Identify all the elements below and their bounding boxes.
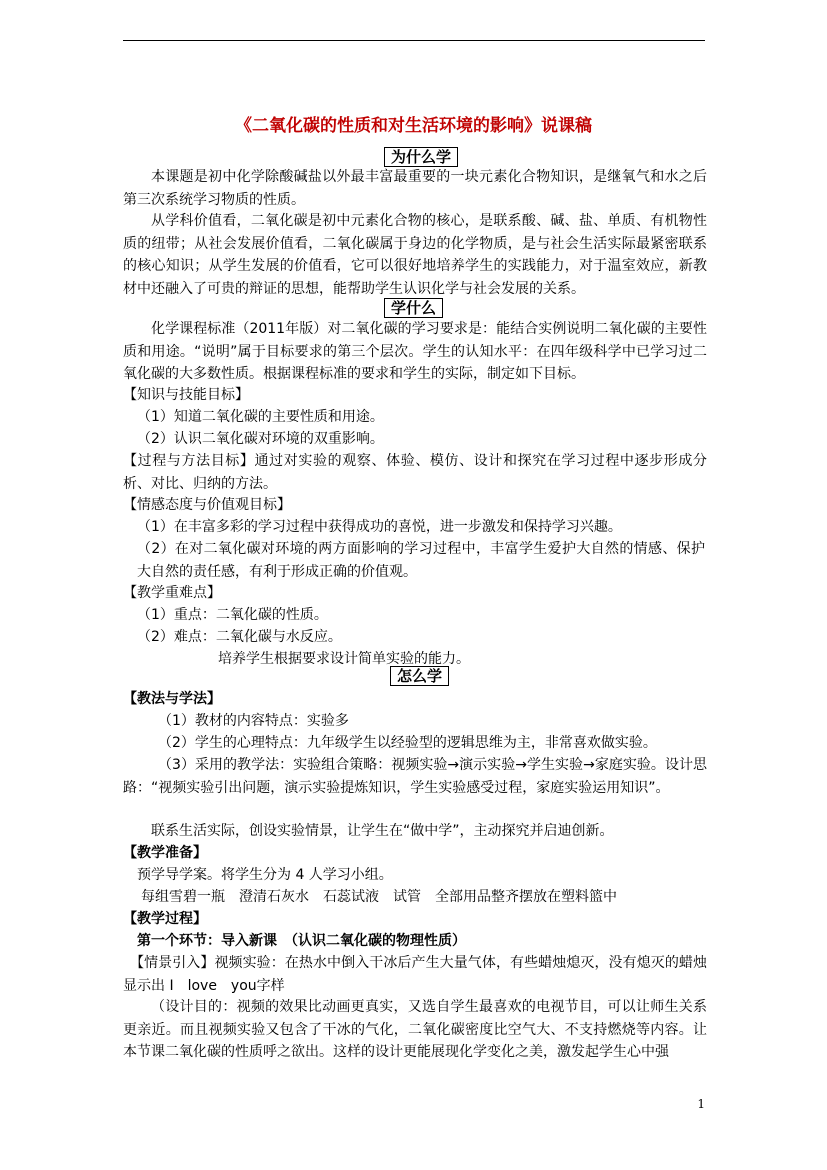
knowledge-heading: 【知识与技能目标】: [123, 387, 249, 403]
teaching-process-heading: 【教学过程】: [123, 911, 207, 927]
emotion-item-1: （1）在丰富多彩的学习过程中获得成功的喜悦，进一步激发和保持学习兴趣。: [137, 519, 622, 535]
keypoints-heading: 【教学重难点】: [123, 585, 221, 601]
knowledge-item-2: （2）认识二氧化碳对环境的双重影响。: [137, 431, 384, 447]
section-heading-how: 怎么学: [390, 666, 449, 686]
keypoint-ability: 培养学生根据要求设计简单实验的能力。: [218, 651, 470, 667]
document-title: 《二氧化碳的性质和对生活环境的影响》说课稿: [235, 116, 592, 136]
methods-item-2: （2）学生的心理特点：九年级学生以经验型的逻辑思维为主，非常喜欢做实验。: [158, 735, 657, 751]
paragraph-why-1: 本课题是初中化学除酸碱盐以外最丰富最重要的一块元素化合物知识，是继氧气和水之后第三次系统学习物质的性质。: [123, 169, 707, 208]
step-1-title: 第一个环节：导入新课 （认识二氧化碳的物理性质）: [137, 933, 466, 949]
process-goal-text: 通过对实验的观察、体验、模仿、设计和探究在学习过程中逐步形成分析、对比、归纳的方法。: [123, 453, 708, 492]
methods-heading: 【教法与学法】: [123, 691, 221, 707]
scene-intro-text: 视频实验：在热水中倒入干冰后产生大量气体，有些蜡烛熄灭，没有熄灭的蜡烛显示出 I love you字样: [123, 955, 708, 994]
section-heading-why: 为什么学: [384, 147, 458, 167]
keypoint-important: （1）重点：二氧化碳的性质。: [137, 607, 328, 623]
scene-intro: [123, 952, 707, 997]
emotion-item-2: （2）在对二氧化碳对环境的两方面影响的学习过程中，丰富学生爱护大自然的情感、保护大自然的责任感，有利于形成正确的价值观。: [137, 541, 705, 580]
paragraph-what: 化学课程标准（2011年版）对二氧化碳的学习要求是：能结合实例说明二氧化碳的主要性质和用途。“说明”属于目标要求的第三个层次。学生的认知水平：在四年级科学中已学习过二氧化碳的大多数性质。根据课程标准的要求和学生的实际，制定如下目标。: [123, 321, 707, 382]
prep-line-1: 预学导学案。将学生分为 4 人学习小组。: [137, 867, 393, 883]
methods-item-1: （1）教材的内容特点：实验多: [158, 713, 349, 729]
page-number: 1: [697, 1097, 705, 1111]
section-heading-what: 学什么: [384, 298, 443, 318]
methods-item-3: （3）采用的教学法：实验组合策略：视频实验→演示实验→学生实验→家庭实验。设计思路：“视频实验引出问题，演示实验提炼知识，学生实验感受过程，家庭实验运用知识”。: [123, 757, 707, 796]
process-goal: [123, 450, 707, 495]
scene-intro-label: 【情景引入】: [130, 955, 215, 971]
prep-line-2: 每组雪碧一瓶 澄清石灰水 石蕊试液 试管 全部用品整齐摆放在塑料篮中: [141, 889, 617, 905]
paragraph-why-2: 从学科价值看，二氧化碳是初中元素化合物的核心，是联系酸、碱、盐、单质、有机物性质的纽带；从社会发展价值看，二氧化碳属于身边的化学物质，是与社会生活实际最紧密联系的核心知识；从学生发展的价值看，它可以很好地培养学生的实践能力，对于温室效应，新教材中还融入了可贵的辩证的思想，能帮助学生认识化学与社会发展的关系。: [123, 213, 707, 297]
process-goal-heading: 【过程与方法目标】: [123, 453, 255, 469]
keypoint-difficult: （2）难点：二氧化碳与水反应。: [137, 629, 342, 645]
knowledge-item-1: （1）知道二氧化碳的主要性质和用途。: [137, 409, 384, 425]
methods-item-4: 联系生活实际，创设实验情景，让学生在“做中学”，主动探究并启迪创新。: [151, 823, 614, 839]
design-purpose: （设计目的：视频的效果比动画更真实，又选自学生最喜欢的电视节目，可以让师生关系更亲近。而且视频实验又包含了干冰的气化，二氧化碳密度比空气大、不支持燃烧等内容。让本节课二氧化碳的性质呼之欲出。这样的设计更能展现化学变化之美，激发起学生心中强: [123, 999, 707, 1060]
header-rule: [123, 40, 705, 41]
emotion-heading: 【情感态度与价值观目标】: [123, 497, 291, 513]
prep-heading: 【教学准备】: [123, 845, 207, 861]
